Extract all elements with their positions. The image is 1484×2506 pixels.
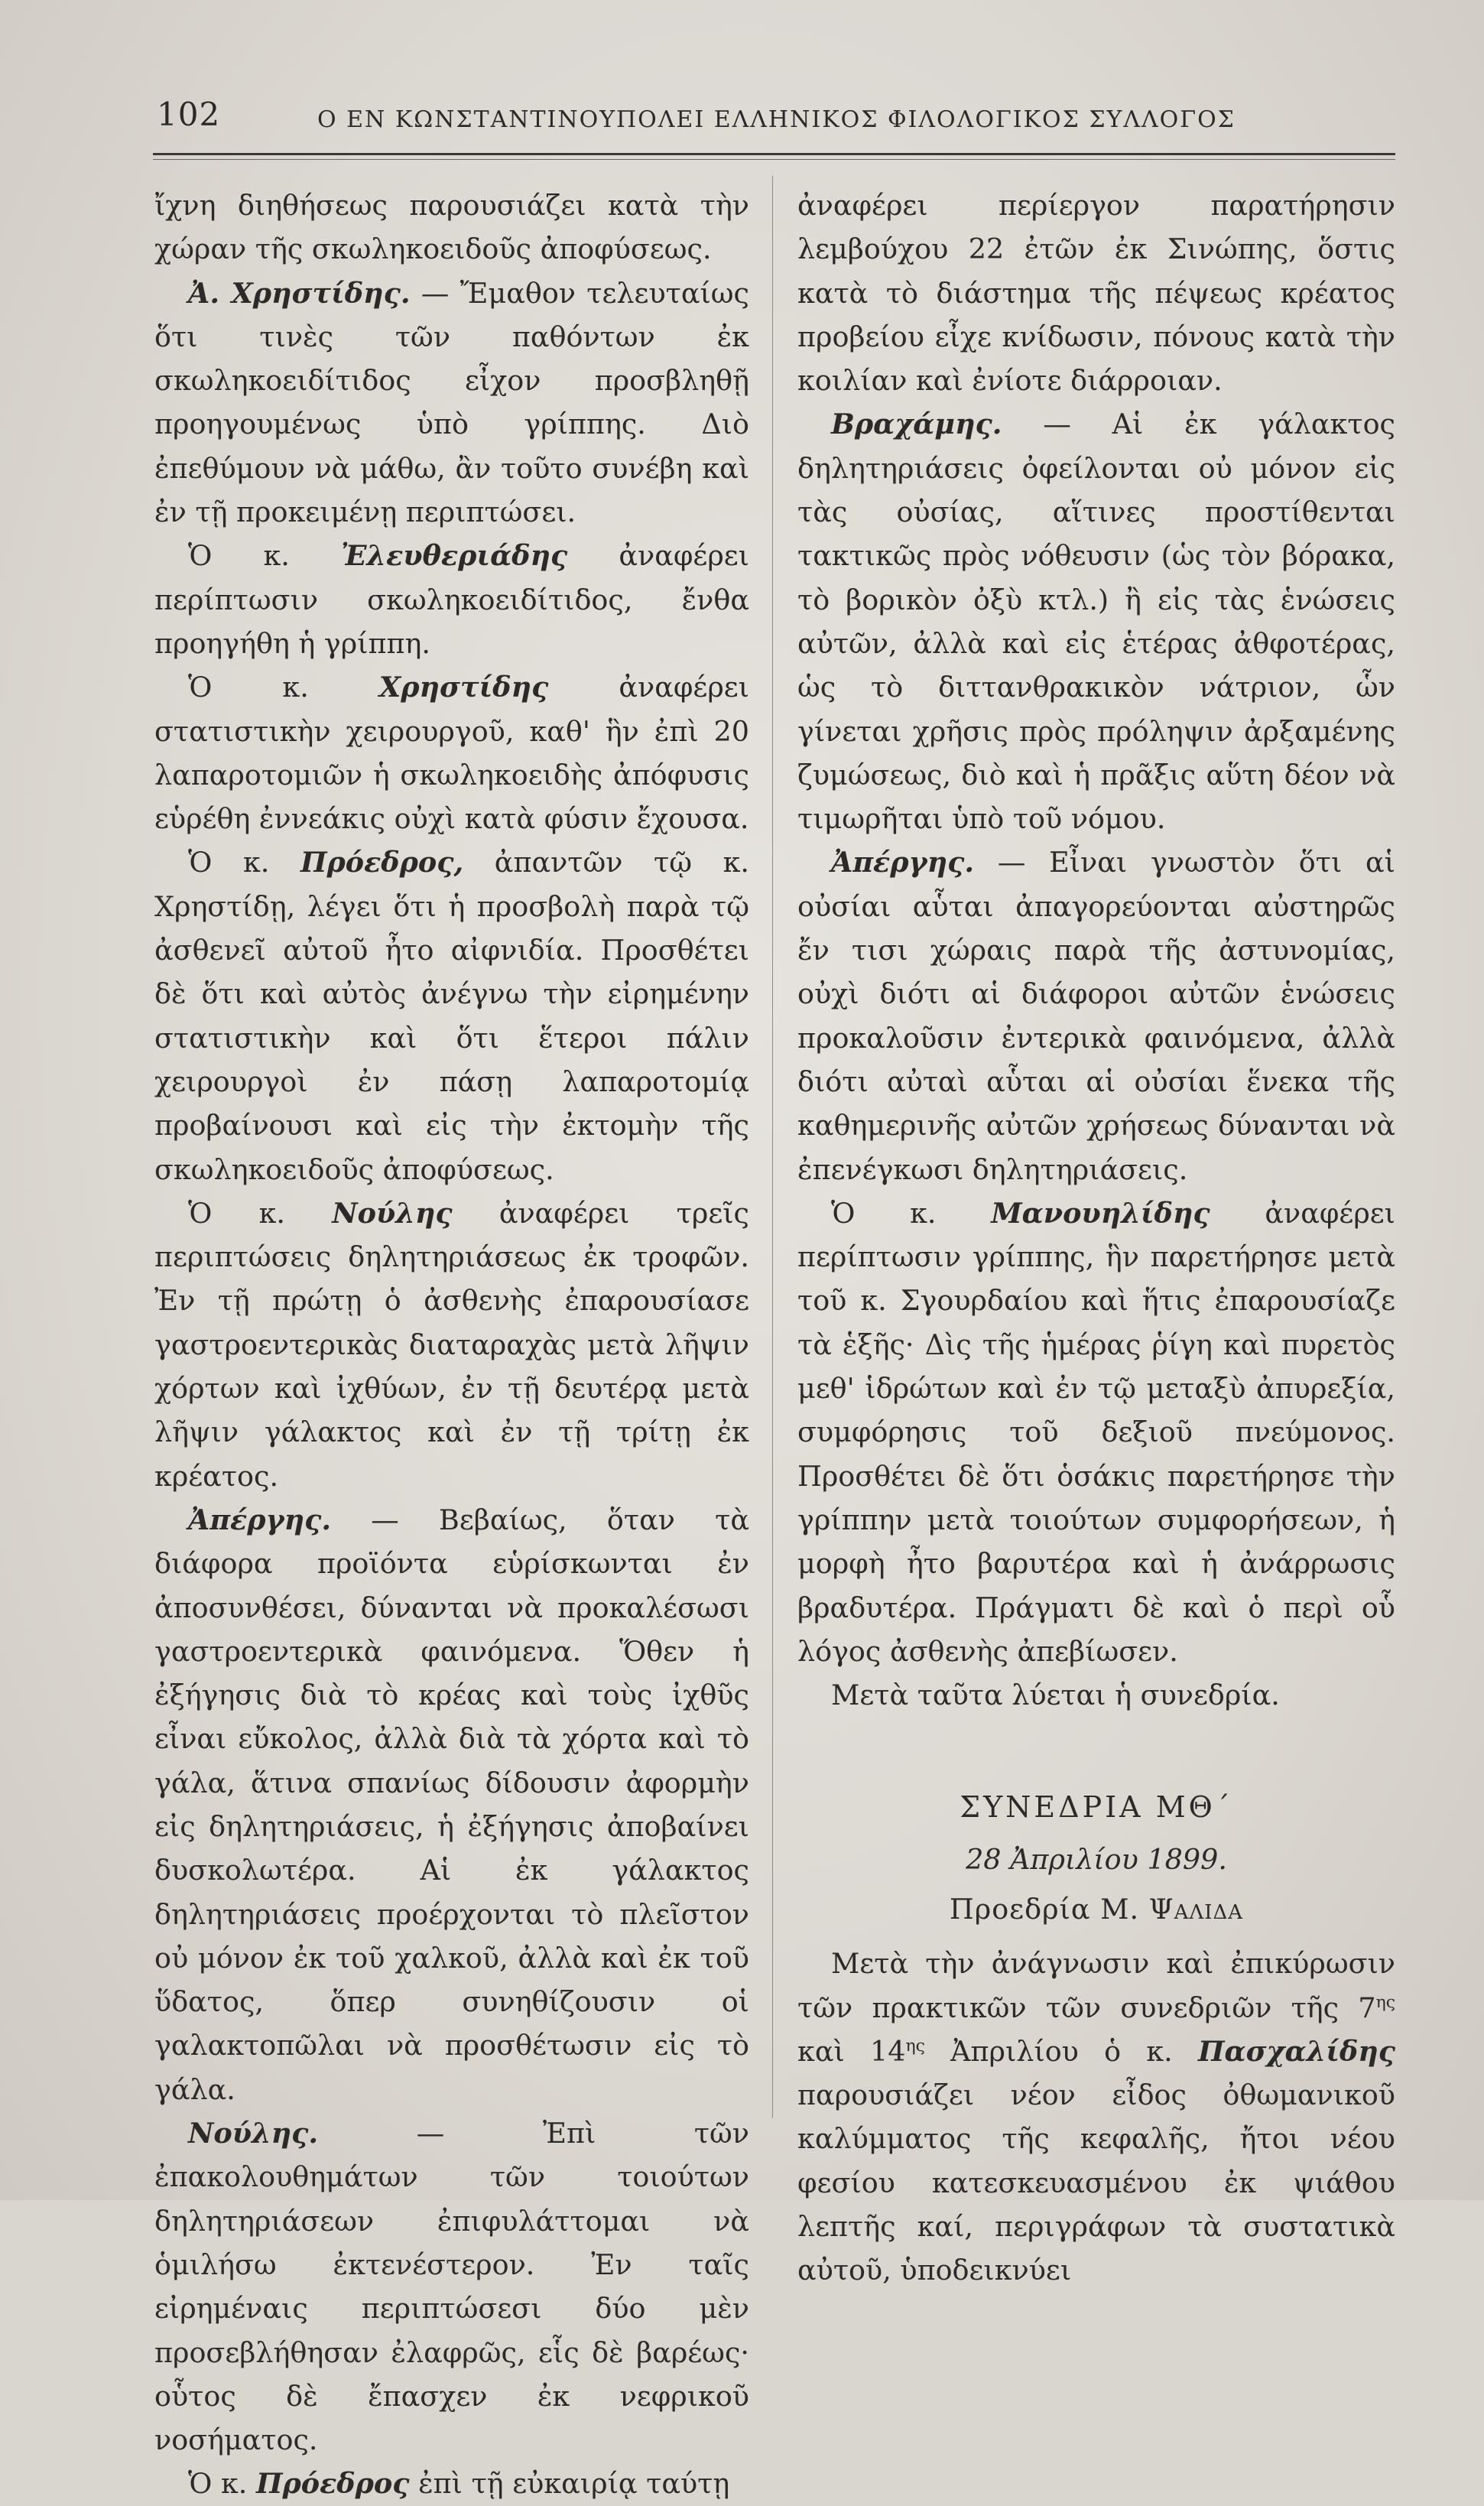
session-title: ΣΥΝΕΔΡΙΑ ΜΘ΄ xyxy=(960,1790,1233,1825)
speaker-name: Νούλης xyxy=(332,1196,453,1230)
speaker-name: Πρόεδρος xyxy=(256,2467,410,2501)
speaker-name: Πρόεδρος, xyxy=(300,846,464,879)
paragraph: Ὁ κ. Πρόεδρος ἐπὶ τῇ εὐκαιρίᾳ ταύτῃ xyxy=(188,2467,730,2501)
paragraph: Ἀπέργης. — Βεβαίως, ὅταν τὰ διάφορα προϊόντα εὑρίσκωνται ἐν ἀποσυνθέσει, δύνανται νὰ προκαλέσωσι γαστροεντερικὰ φαινόμενα. Ὅθεν ἡ ἐξήγησις διὰ τὸ κρέας καὶ τοὺς ἰχθῦς εἶναι εὔκολος, ἀλλὰ διὰ τὰ χόρτα καὶ τὸ γάλα, ἅτινα σπανίως δίδουσιν ἀφορμὴν εἰς δηλητηριάσεις, ἡ ἐξήγησις ἀποβαίνει δυσκολωτέρα. Αἱ ἐκ γάλακτος δηλητηριάσεις προέρχονται τὸ πλεῖστον οὐ μόνον ἐκ τοῦ χαλκοῦ, ἀλλὰ καὶ ἐκ τοῦ ὕδατος, ὅπερ συνηθίζουσιν οἱ γαλακτοπῶλαι νὰ προσθέτωσιν εἰς τὸ γάλα. xyxy=(154,1503,749,2106)
chair-name: Ψαλιδα xyxy=(1148,1892,1244,1926)
speaker-name: Ἀπέργης. xyxy=(831,846,975,879)
page-number: 102 xyxy=(157,96,221,133)
speaker-name: Ἀπέργης. xyxy=(188,1503,332,1536)
speaker-name: Ἀ. Χρηστίδης. xyxy=(188,276,411,310)
header-rule-thin xyxy=(153,159,1395,160)
left-column xyxy=(154,184,749,2506)
right-column xyxy=(797,184,1395,2293)
speaker-name: Χρηστίδης xyxy=(378,671,549,704)
speaker-name: Ἐλευθεριάδης xyxy=(341,539,568,573)
speaker-name: Βραχάμης. xyxy=(831,408,1002,441)
paragraph: Νούλης. — Ἐπὶ τῶν ἐπακολουθημάτων τῶν τοιούτων δηλητηριάσεων ἐπιφυλάττομαι νὰ ὁμιλήσω ἐκτενέστερον. Ἐν ταῖς εἰρημέναις περιπτώσεσι δύο μὲν προσεβλήθησαν ἐλαφρῶς, εἷς δὲ βαρέως· οὗτος δὲ ἔπασχεν ἐκ νεφρικοῦ νοσήματος. xyxy=(154,2117,749,2457)
session-date: 28 Ἀπριλίου 1899. xyxy=(966,1842,1227,1876)
paragraph: Βραχάμης. — Αἱ ἐκ γάλακτος δηλητηριάσεις ὀφείλονται οὐ μόνον εἰς τὰς οὐσίας, αἵτινες προστίθενται τακτικῶς πρὸς νόθευσιν (ὡς τὸν βόρακα, τὸ βορικὸν ὀξὺ κτλ.) ἢ εἰς τὰς ἑνώσεις αὐτῶν, ἀλλὰ καὶ εἰς ἑτέρας ἀθφοτέρας, ὡς τὸ διττανθρακικὸν νάτριον, ὧν γίνεται χρῆσις πρὸς πρόληψιν ἀρξαμένης ζυμώσεως, διὸ καὶ ἡ πρᾶξις αὕτη δέον νὰ τιμωρῆται ὑπὸ τοῦ νόμου. xyxy=(797,408,1395,836)
paragraph: Ἀ. Χρηστίδης. — Ἔμαθον τελευταίως ὅτι τινὲς τῶν παθόντων ἐκ σκωληκοειδίτιδος εἶχον προσβληθῇ προηγουμένως ὑπὸ γρίππης. Διὸ ἐπεθύμουν νὰ μάθω, ἂν τοῦτο συνέβη καὶ ἐν τῇ προκειμένῃ περιπτώσει. xyxy=(154,276,749,529)
running-head: Ο ΕΝ ΚΩΝΣΤΑΝΤΙΝΟΥΠΟΛΕΙ ΕΛΛΗΝΙΚΟΣ ΦΙΛΟΛΟΓΙΚΟΣ ΣΥΛΛΟΓΟΣ xyxy=(317,106,1236,133)
paragraph: Μετὰ ταῦτα λύεται ἡ συνεδρία. xyxy=(831,1679,1280,1712)
speaker-name: Πασχαλίδης xyxy=(1198,2034,1395,2068)
paragraph: Ὁ κ. Ἐλευθεριάδης ἀναφέρει περίπτωσιν σκωληκοειδίτιδος, ἔνθα προηγήθη ἡ γρίππη. xyxy=(154,539,749,660)
paragraph: Μετὰ τὴν ἀνάγνωσιν καὶ ἐπικύρωσιν τῶν πρακτικῶν τῶν συνεδριῶν τῆς $7^{\eta\varsigma}$ καὶ $14^{\eta\varsigma}$ Ἀπριλίου ὁ κ. Πασχαλίδης παρουσιάζει νέον εἶδος ὀθωμανικοῦ καλύμματος τῆς κεφαλῆς, ἤτοι νέου φεσίου κατεσκευασμένου ἐκ ψιάθου λεπτῆς καί, περιγράφων τὰ συστατικὰ αὐτοῦ, ὑποδεικνύει xyxy=(797,1947,1395,2287)
speaker-name: Μανουηλίδης xyxy=(991,1196,1210,1230)
paragraph: Ὁ κ. Πρόεδρος, ἀπαντῶν τῷ κ. Χρηστίδῃ, λέγει ὅτι ἡ προσβολὴ παρὰ τῷ ἀσθενεῖ αὐτοῦ ἦτο αἰφνιδία. Προσθέτει δὲ ὅτι καὶ αὐτὸς ἀνέγνω τὴν εἰρημένην στατιστικὴν καὶ ὅτι ἕτεροι πάλιν χειρουργοὶ ἐν πάσῃ λαπαροτομίᾳ προβαίνουσι καὶ εἰς τὴν ἐκτομὴν τῆς σκωληκοειδοῦς ἀποφύσεως. xyxy=(154,846,749,1186)
paragraph: Ὁ κ. Χρηστίδης ἀναφέρει στατιστικὴν χειρουργοῦ, καθ' ἣν ἐπὶ 20 λαπαροτομιῶν ἡ σκωληκοειδὴς ἀπόφυσις εὑρέθη ἐννεάκις οὐχὶ κατὰ φύσιν ἔχουσα. xyxy=(154,671,749,836)
paragraph: ἴχνη διηθήσεως παρουσιάζει κατὰ τὴν χώραν τῆς σκωληκοειδοῦς ἀποφύσεως. xyxy=(154,189,749,266)
header-rule xyxy=(153,153,1395,155)
session-chair: Προεδρία Μ. Ψαλιδα xyxy=(949,1892,1244,1926)
paragraph: Ὁ κ. Μανουηλίδης ἀναφέρει περίπτωσιν γρίππης, ἣν παρετήρησε μετὰ τοῦ κ. Σγουρδαίου καὶ ἥτις ἐπαρουσίαζε τὰ ἑξῆς· Δὶς τῆς ἡμέρας ῥίγη καὶ πυρετὸς μεθ' ἱδρώτων καὶ ἐν τῷ μεταξὺ ἀπυρεξία, συμφόρησις τοῦ δεξιοῦ πνεύμονος. Προσθέτει δὲ ὅτι ὁσάκις παρετήρησε τὴν γρίππην μετὰ τοιούτων συμφορήσεων, ἡ μορφὴ ἦτο βαρυτέρα καὶ ἡ ἀνάρρωσις βραδυτέρα. Πράγματι δὲ καὶ ὁ περὶ οὗ λόγος ἀσθενὴς ἀπεβίωσεν. xyxy=(797,1196,1395,1668)
paragraph: Ἀπέργης. — Εἶναι γνωστὸν ὅτι αἱ οὐσίαι αὗται ἀπαγορεύονται αὐστηρῶς ἔν τισι χώραις παρὰ τῆς ἀστυνομίας, οὐχὶ διότι αἱ διάφοροι αὐτῶν ἑνώσεις προκαλοῦσιν ἐντερικὰ φαινόμενα, ἀλλὰ διότι αὐταὶ αὗται αἱ οὐσίαι ἕνεκα τῆς καθημερινῆς αὐτῶν χρήσεως δύνανται νὰ ἐπενέγκωσι δηλητηριάσεις. xyxy=(797,846,1395,1186)
paragraph: Ὁ κ. Νούλης ἀναφέρει τρεῖς περιπτώσεις δηλητηριάσεως ἐκ τροφῶν. Ἐν τῇ πρώτῃ ὁ ἀσθενὴς ἐπαρουσίασε γαστροεντερικὰς διαταραχὰς μετὰ λῆψιν χόρτων καὶ ἰχθύων, ἐν τῇ δευτέρᾳ μετὰ λῆψιν γάλακτος καὶ ἐν τῇ τρίτῃ ἐκ κρέατος. xyxy=(154,1196,749,1493)
column-divider xyxy=(772,176,773,2118)
speaker-name: Νούλης. xyxy=(188,2117,319,2150)
page-header xyxy=(157,96,1395,141)
paragraph: ἀναφέρει περίεργον παρατήρησιν λεμβούχου 22 ἐτῶν ἐκ Σινώπης, ὅστις κατὰ τὸ διάστημα τῆς πέψεως κρέατος προβείου εἶχε κνίδωσιν, πόνους κατὰ τὴν κοιλίαν καὶ ἐνίοτε διάρροιαν. xyxy=(797,189,1395,398)
